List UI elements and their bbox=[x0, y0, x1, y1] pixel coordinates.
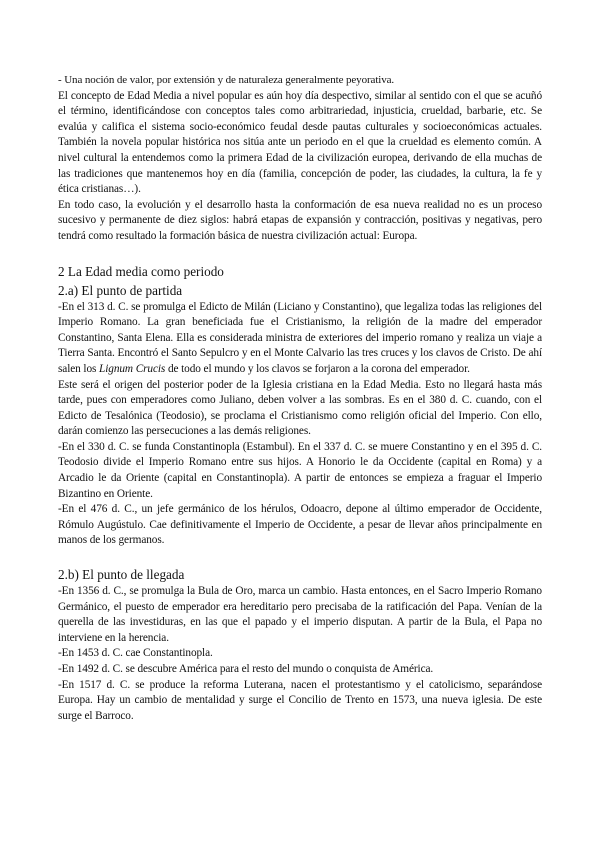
section-2b-heading: 2.b) El punto de llegada bbox=[58, 567, 185, 583]
section-2b-paragraph-3: -En 1492 d. C. se descubre América para el resto del mundo o conquista de América. bbox=[58, 663, 434, 675]
page-content bbox=[58, 73, 542, 724]
paragraph-text: -En el 313 d. C. se promulga el Edicto de Milán (Liciano y Constantino), que legaliza todas las religiones del Imperio Romano. La gran beneficiada fue el Cristianismo, la religión de la madre del emperador Constantino, Santa Elena. Ella es considerada ministra de exteriores del imperio romano y realiza un viaje a Tierra Santa. Encontró el Santo Sepulcro y en el Monte Calvario las tres cruces y los clavos de Cristo. De ahí salen los bbox=[58, 300, 542, 375]
section-2a-paragraph-2: Este será el origen del posterior poder de la Iglesia cristiana en la Edad Media. Esto no llegará hasta más tarde, pues con emperadores como Juliano, deben volver a las sombras. Es en el 380 d. C. cuando, con el Edicto de Tesalónica (Teodosio), se proclama el Cristianismo como religión oficial del Imperio. Con ello, darán comienzo las persecuciones a las demás religiones. bbox=[58, 378, 542, 438]
spacer bbox=[58, 245, 542, 262]
spacer bbox=[58, 549, 542, 565]
lignum-crucis-term: Lignum Crucis bbox=[99, 362, 166, 375]
section-2b-paragraph-4: -En 1517 d. C. se produce la reforma Luterana, nacen el protestantismo y el catolicismo, separándose Europa. Hay un cambio de mentalidad y surge el Concilio de Trento en 1573, una nueva iglesia. De este surge el Barroco. bbox=[58, 678, 542, 722]
section-2a-paragraph-3: -En el 330 d. C. se funda Constantinopla (Estambul). En el 337 d. C. se muere Constantino y en el 395 d. C. Teodosio divide el Imperio Romano entre sus hijos. A Honorio le da Occidente (capital en Roma) y a Arcadio le da Oriente (capital en Constantinopla). A partir de entonces se empieza a fraguar el Imperio Bizantino en Oriente. bbox=[58, 440, 542, 500]
intro-paragraph-1: - Una noción de valor, por extensión y de naturaleza generalmente peyorativa. bbox=[58, 74, 395, 86]
intro-paragraph-2: El concepto de Edad Media a nivel popular es aún hoy día despectivo, similar al sentido con el que se acuñó el término, identificándose con conceptos tales como arbitrariedad, injusticia, crueldad, barbarie, etc. Se evalúa y califica el sistema socio-económico feudal desde pautas culturales y socioeconómicas actuales. También la novela popular histórica nos sitúa ante un periodo en el que la crueldad es elemento común. A nivel cultural la entendemos como la primera Edad de la civilización europea, derivando de ella muchas de las tradiciones que mantenemos hoy en día (familia, concepción de poder, las ciudades, la cultura, la fe y ética cristianas…). bbox=[58, 89, 542, 196]
paragraph-text: de todo el mundo y los clavos se forjaron a la corona del emperador. bbox=[165, 362, 470, 375]
section-2a-heading: 2.a) El punto de partida bbox=[58, 282, 183, 298]
section-2b-paragraph-1: -En 1356 d. C., se promulga la Bula de Oro, marca un cambio. Hasta entonces, en el Sacro Imperio Romano Germánico, el puesto de emperador era hereditario pero precisaba de la ratificación del Papa. Venían de la querella de las investiduras, en las que el papado y el imperio disputan. A partir de la Bula, el Papa no interviene en la herencia. bbox=[58, 585, 542, 644]
section-2b-paragraph-2: -En 1453 d. C. cae Constantinopla. bbox=[58, 647, 213, 660]
section-2-heading: 2 La Edad media como periodo bbox=[58, 263, 224, 279]
section-2a-paragraph-1 bbox=[58, 300, 542, 378]
intro-paragraph-3: En todo caso, la evolución y el desarrollo hasta la conformación de esa nueva realidad no es un proceso sucesivo y permanente de diez siglos: habrá etapas de expansión y contracción, positivas y negativas, pero tendrá como resultado la formación básica de nuestra civilización actual: Europa. bbox=[58, 198, 542, 242]
section-2a-paragraph-4: -En el 476 d. C., un jefe germánico de los hérulos, Odoacro, depone al último emperador de Occidente, Rómulo Augústulo. Cae definitivamente el Imperio de Occidente, a pesar de llevar años principalmente en manos de los germanos. bbox=[58, 503, 542, 547]
